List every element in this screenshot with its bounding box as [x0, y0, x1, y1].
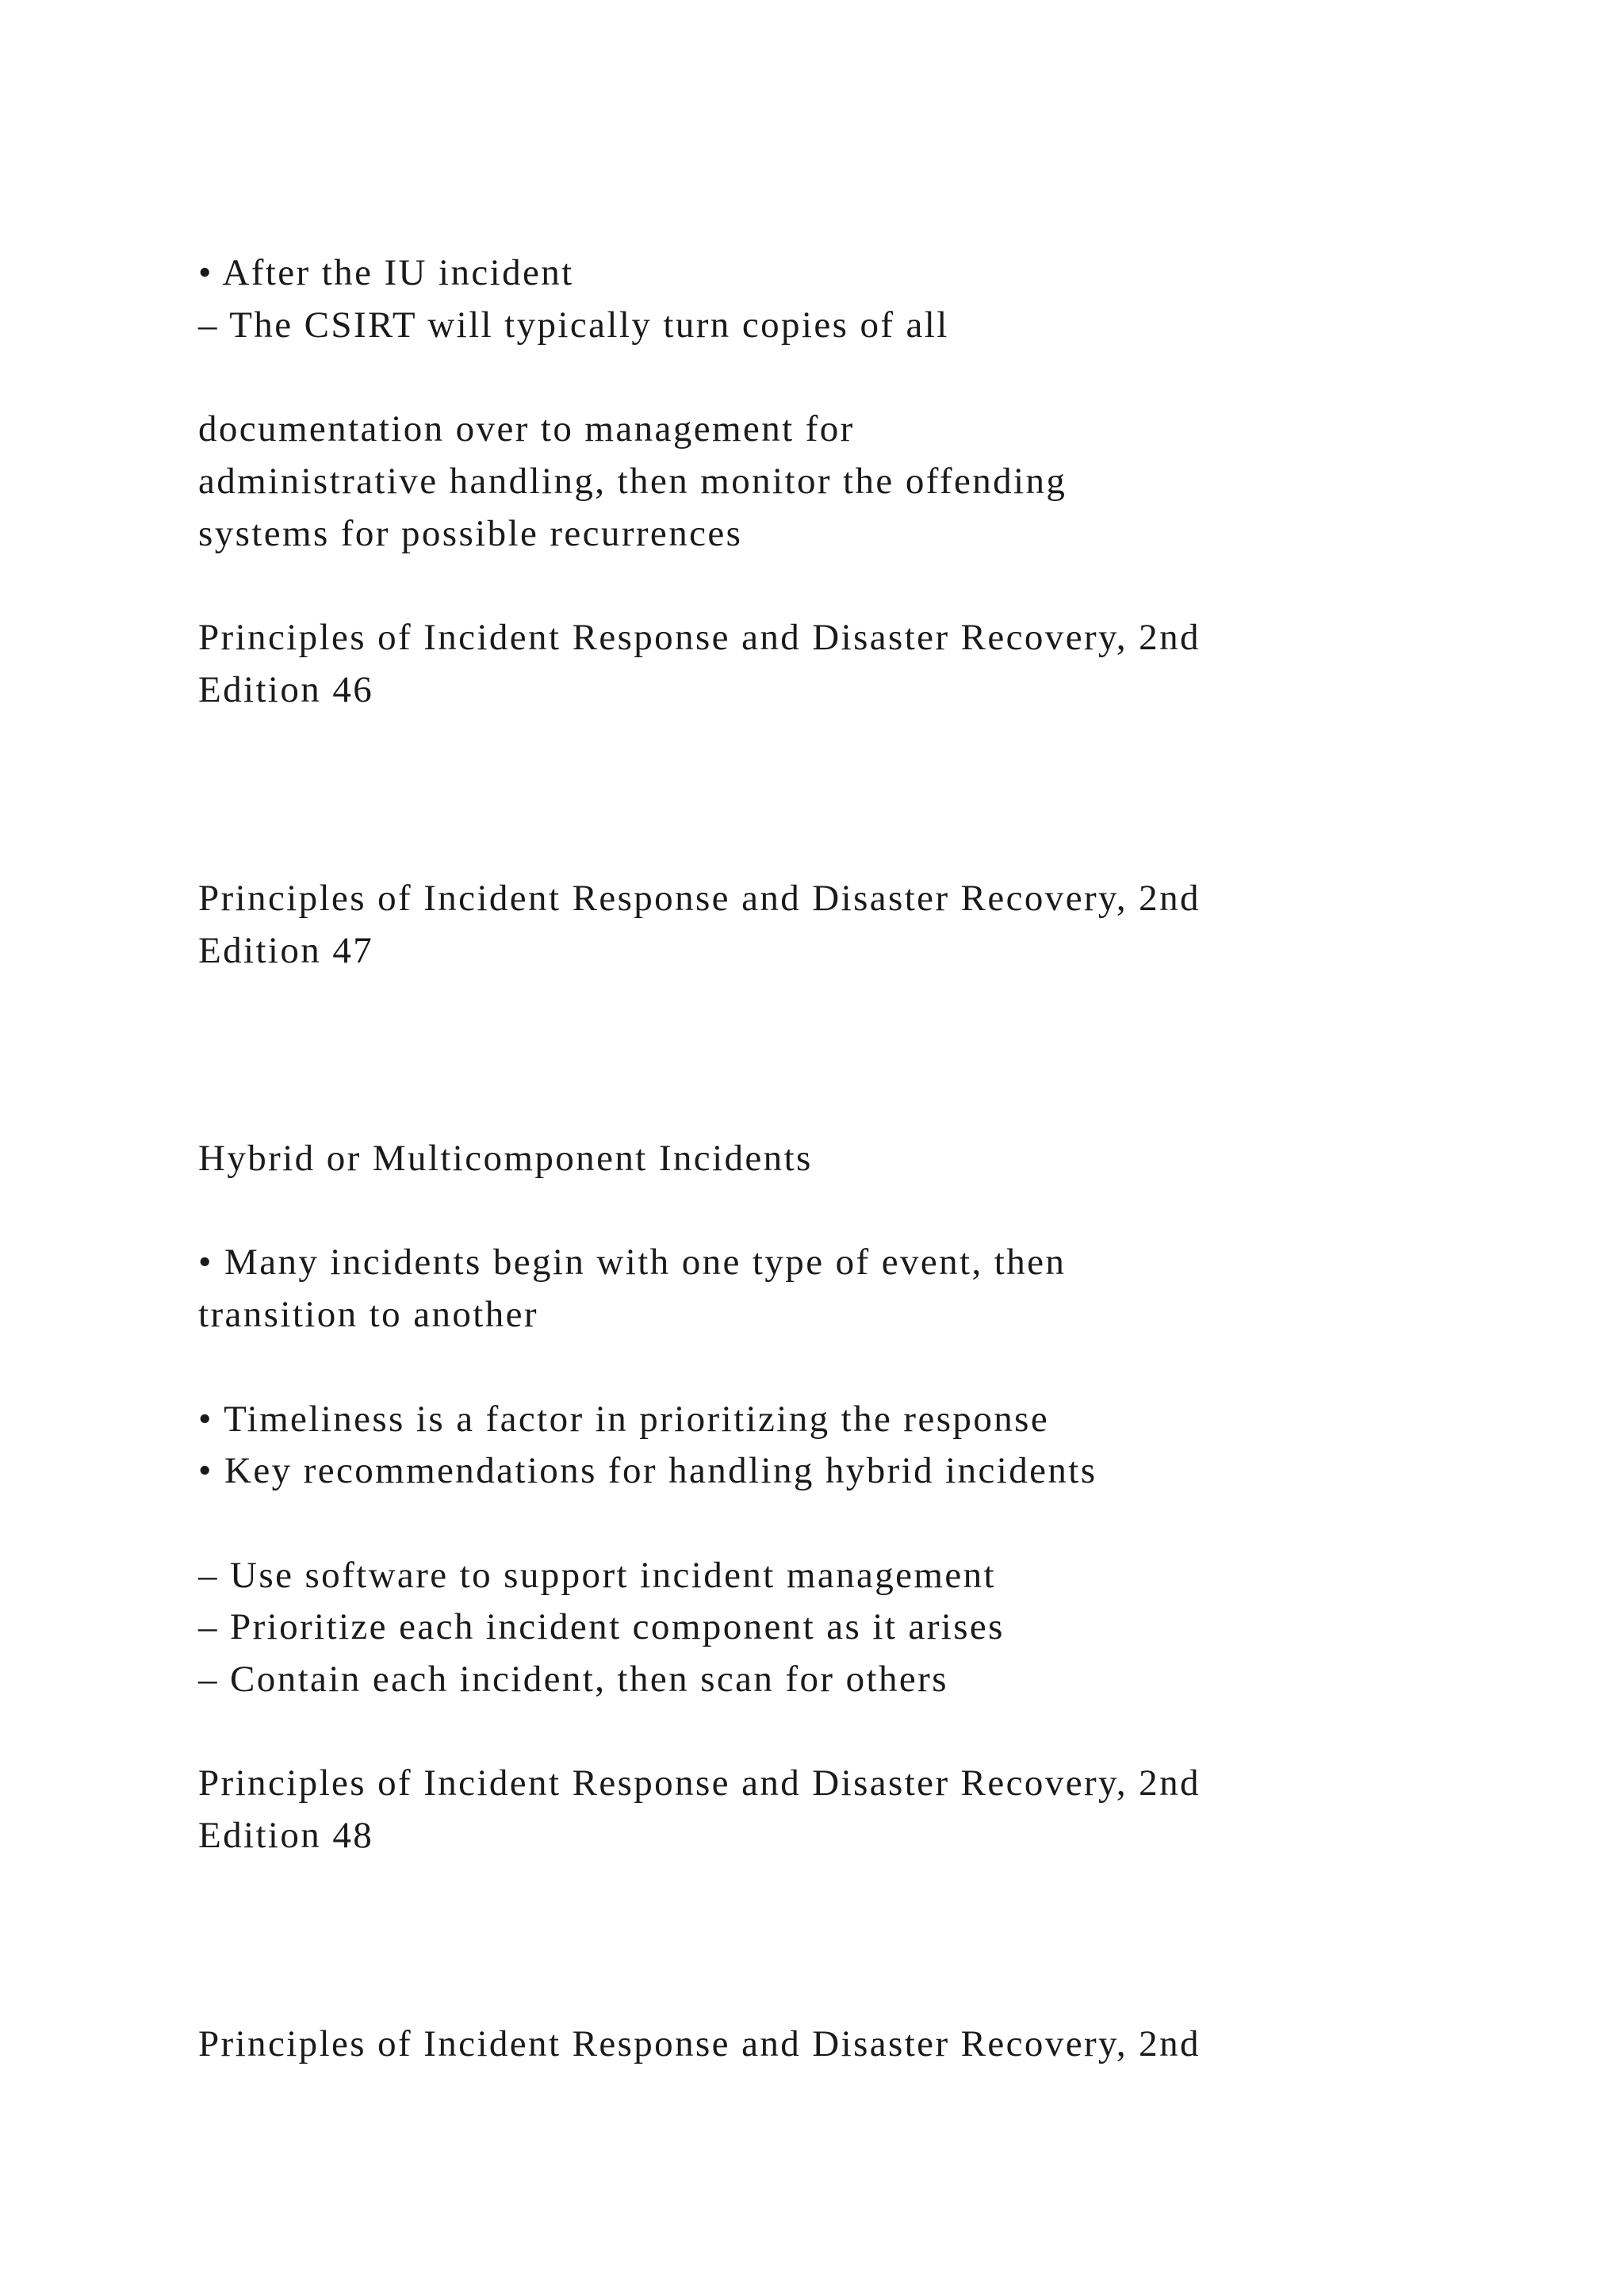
- section-heading: Hybrid or Multicomponent Incidents: [198, 1138, 813, 1179]
- bullet-item: • Timeliness is a factor in prioritizing the response: [198, 1399, 1050, 1440]
- slide-footer-edition: Edition 46: [198, 669, 374, 710]
- slide-footer: Principles of Incident Response and Disaster Recovery, 2nd: [198, 1762, 1201, 1804]
- bullet-after-iu-incident: • After the IU incident: [198, 252, 574, 293]
- slide-footer-edition: Edition 47: [198, 930, 374, 971]
- subbullet-item: – Contain each incident, then scan for others: [198, 1659, 948, 1700]
- slide-footer: Principles of Incident Response and Disaster Recovery, 2nd: [198, 2023, 1201, 2064]
- subbullet-item: – Use software to support incident management: [198, 1555, 996, 1596]
- subbullet-csirt-copies: – The CSIRT will typically turn copies of all: [198, 304, 949, 346]
- body-text-line: documentation over to management for: [198, 408, 855, 450]
- body-text-line: systems for possible recurrences: [198, 513, 743, 554]
- slide-footer-edition: Edition 48: [198, 1815, 374, 1856]
- body-text-line: administrative handling, then monitor the offending: [198, 461, 1067, 502]
- subbullet-item: – Prioritize each incident component as it arises: [198, 1606, 1005, 1647]
- slide-footer: Principles of Incident Response and Disaster Recovery, 2nd: [198, 878, 1201, 919]
- slide-footer: Principles of Incident Response and Disaster Recovery, 2nd: [198, 617, 1201, 658]
- bullet-item: • Key recommendations for handling hybrid incidents: [198, 1450, 1097, 1491]
- bullet-item: • Many incidents begin with one type of event, then: [198, 1242, 1067, 1283]
- bullet-item-continuation: transition to another: [198, 1294, 538, 1335]
